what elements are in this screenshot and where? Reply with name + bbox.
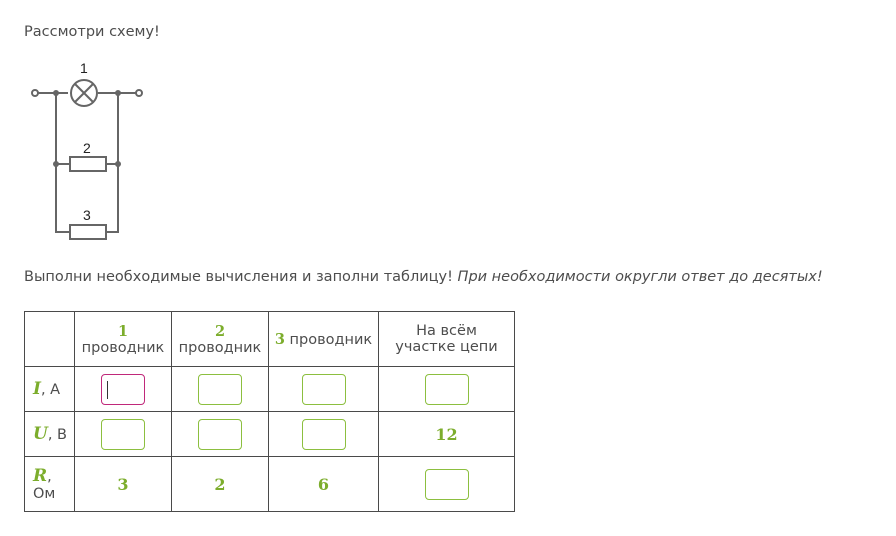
header-conductor-3: 3 проводник: [269, 312, 379, 367]
answer-input-I2[interactable]: [198, 374, 242, 405]
answer-input-I-total[interactable]: [425, 374, 469, 405]
row-header-current: I, А: [25, 367, 75, 412]
terminal-left: [32, 90, 38, 96]
header-conductor-2: 2 проводник: [172, 312, 269, 367]
answer-input-I3[interactable]: [302, 374, 346, 405]
answer-input-I1[interactable]: [101, 374, 145, 405]
answer-input-R-total[interactable]: [425, 469, 469, 500]
table-row: [25, 412, 515, 457]
resistor-2: [70, 157, 106, 171]
table-row: [25, 367, 515, 412]
row-header-voltage: U, В: [25, 412, 75, 457]
circuit-label-2: 2: [83, 140, 91, 156]
terminal-right: [136, 90, 142, 96]
resistor-3: [70, 225, 106, 239]
answer-input-U3[interactable]: [302, 419, 346, 450]
answer-input-U2[interactable]: [198, 419, 242, 450]
value-R2: 2: [214, 474, 226, 494]
value-R1: 3: [117, 474, 129, 494]
circuit-diagram: [28, 58, 148, 243]
value-U-total: 12: [435, 424, 458, 444]
answer-table: [24, 311, 515, 512]
header-conductor-1: 1 проводник: [75, 312, 172, 367]
circuit-label-3: 3: [83, 207, 91, 223]
instruction: [24, 269, 823, 285]
prompt-text: Рассмотри схему!: [24, 24, 160, 40]
table-row: [25, 457, 515, 512]
corner-cell: [25, 312, 75, 367]
row-header-resistance: R, Ом: [25, 457, 75, 512]
answer-input-U1[interactable]: [101, 419, 145, 450]
table-header-row: [25, 312, 515, 367]
instruction-hint: При необходимости округли ответ до десятых!: [457, 269, 823, 285]
header-whole-circuit: На всём участке цепи: [379, 312, 515, 367]
circuit-label-1: 1: [80, 60, 88, 76]
value-R3: 6: [317, 474, 330, 494]
instruction-main: Выполни необходимые вычисления и заполни таблицу!: [24, 269, 453, 285]
